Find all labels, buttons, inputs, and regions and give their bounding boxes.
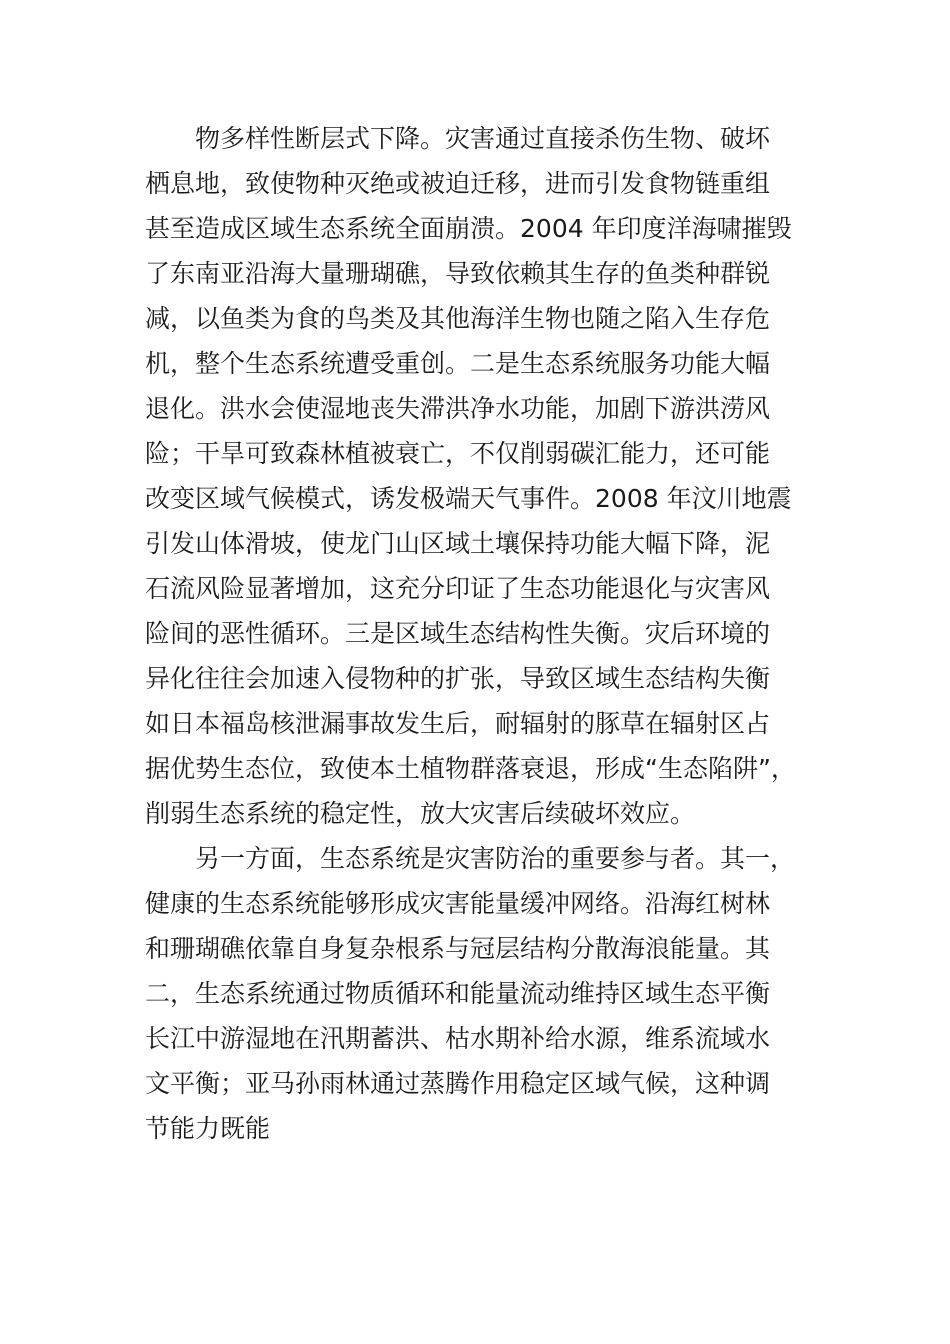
text-line: 栖息地，致使物种灭绝或被迫迁移，进而引发食物链重组	[145, 169, 771, 198]
text-line: 节能力既能	[145, 1114, 271, 1143]
paragraph-1	[145, 116, 845, 836]
text-line: 物多样性断层式下降。灾害通过直接杀伤生物、破坏	[195, 124, 771, 153]
text-line: 另一方面，生态系统是灾害防治的重要参与者。其一，	[195, 844, 796, 873]
text-line: 削弱生态系统的稳定性，放大灾害后续破坏效应。	[145, 799, 696, 828]
text-line: 了东南亚沿海大量珊瑚礁，导致依赖其生存的鱼类种群锐	[145, 259, 771, 288]
text-line: 改变区域气候模式，诱发极端天气事件。2008 年汶川地震	[145, 484, 792, 513]
text-line: 文平衡；亚马孙雨林通过蒸腾作用稳定区域气候，这种调	[145, 1069, 771, 1098]
text-line: 如日本福岛核泄漏事故发生后，耐辐射的豚草在辐射区占	[145, 709, 771, 738]
text-line: 减，以鱼类为食的鸟类及其他海洋生物也随之陷入生存危	[145, 304, 771, 333]
paragraph-2	[145, 836, 845, 1151]
text-line: 退化。洪水会使湿地丧失滞洪净水功能，加剧下游洪涝风	[145, 394, 771, 423]
text-line: 异化往往会加速入侵物种的扩张，导致区域生态结构失衡	[145, 664, 771, 693]
text-line: 险；干旱可致森林植被衰亡，不仅削弱碳汇能力，还可能	[145, 439, 771, 468]
text-line: 二，生态系统通过物质循环和能量流动维持区域生态平衡	[145, 979, 771, 1008]
text-line: 长江中游湿地在汛期蓄洪、枯水期补给水源，维系流域水	[145, 1024, 771, 1053]
text-line: 健康的生态系统能够形成灾害能量缓冲网络。沿海红树林	[145, 889, 771, 918]
text-line: 据优势生态位，致使本土植物群落衰退，形成“生态陷阱”，	[145, 754, 796, 783]
text-line: 机，整个生态系统遭受重创。二是生态系统服务功能大幅	[145, 349, 771, 378]
text-line: 和珊瑚礁依靠自身复杂根系与冠层结构分散海浪能量。其	[145, 934, 771, 963]
text-line: 甚至造成区域生态系统全面崩溃。2004 年印度洋海啸摧毁	[145, 214, 792, 243]
text-line: 石流风险显著增加，这充分印证了生态功能退化与灾害风	[145, 574, 771, 603]
text-line: 险间的恶性循环。三是区域生态结构性失衡。灾后环境的	[145, 619, 771, 648]
text-line: 引发山体滑坡，使龙门山区域土壤保持功能大幅下降，泥	[145, 529, 771, 558]
body-text	[145, 116, 845, 1151]
